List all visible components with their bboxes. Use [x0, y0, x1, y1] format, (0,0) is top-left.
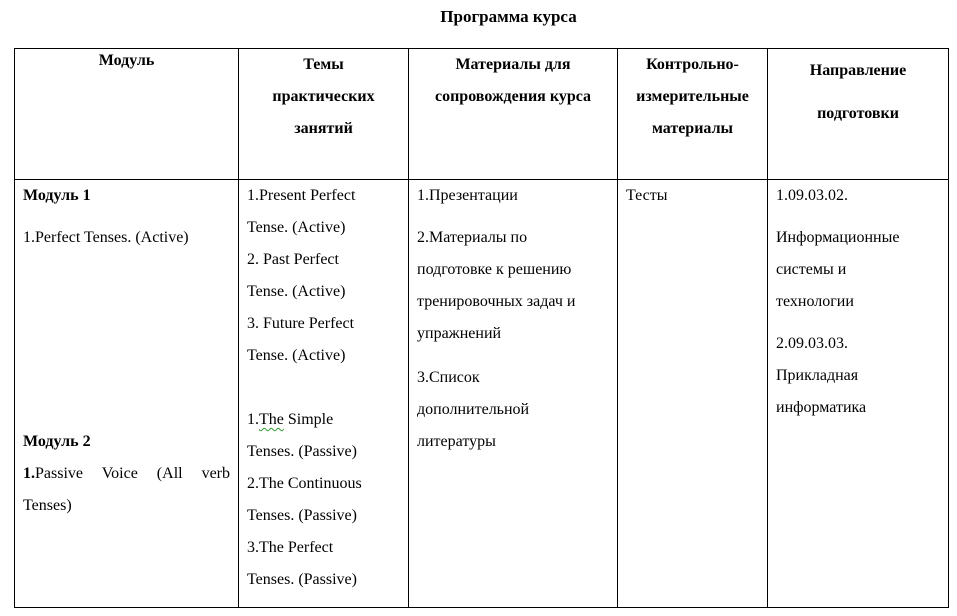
materials-line: литературы [417, 433, 496, 450]
header-module [15, 49, 239, 180]
header-direction [768, 49, 949, 180]
header-topics-line: Темы [303, 56, 344, 73]
cell-module [15, 180, 239, 608]
materials-line: 2.Материалы по [417, 229, 528, 246]
header-direction-line: Направление [809, 62, 907, 79]
cell-control [618, 180, 768, 608]
module2-item-line2: Tenses) [23, 497, 72, 514]
topic-line: Tenses. (Passive) [247, 443, 357, 460]
topic-line: Tenses. (Passive) [247, 507, 357, 524]
content-row [15, 180, 949, 608]
cell-direction [768, 180, 949, 608]
topic-line: 2. Past Perfect [247, 251, 339, 268]
materials-line: тренировочных задач и [417, 293, 576, 310]
topic-line: Tense. (Active) [247, 219, 346, 236]
header-control-line: измерительные [636, 88, 749, 105]
topic-line: 2.The Continuous [247, 475, 362, 492]
direction-line: информатика [776, 399, 867, 416]
topic-line [247, 404, 400, 436]
materials-item: 1.Презентации [417, 187, 518, 204]
materials-line: упражнений [417, 325, 502, 342]
topic-suffix: Simple [283, 411, 334, 428]
header-control [618, 49, 768, 180]
direction-line: Информационные [776, 229, 900, 246]
header-topics [239, 49, 409, 180]
header-materials-line: Материалы для [455, 56, 571, 73]
direction-line: системы и [776, 261, 847, 278]
header-row [15, 49, 949, 180]
topic-line: 3. Future Perfect [247, 315, 355, 332]
topic-line: Tenses. (Passive) [247, 571, 357, 588]
module1-item: 1.Perfect Tenses. (Active) [23, 229, 189, 246]
topic-underlined-word: The [259, 411, 284, 428]
module2-item-num: 1. [23, 465, 35, 482]
course-table [14, 48, 949, 608]
module1-label: Модуль 1 [23, 187, 91, 204]
header-direction-line: подготовки [817, 105, 899, 122]
direction-line: технологии [776, 293, 854, 310]
page-title: Программа курса [440, 7, 577, 26]
materials-line: 3.Список [417, 369, 480, 386]
module2-item-text: Passive Voice (All verb [35, 465, 230, 482]
cell-topics [239, 180, 409, 608]
module2-item-line1 [23, 458, 230, 490]
cell-materials [409, 180, 618, 608]
direction-code: 1.09.03.02. [776, 187, 848, 204]
header-module-label: Модуль [98, 52, 155, 69]
direction-code: 2.09.03.03. [776, 335, 848, 352]
topic-line: Tense. (Active) [247, 347, 346, 364]
module2-label: Модуль 2 [23, 433, 91, 450]
header-control-line: Контрольно- [646, 56, 739, 73]
header-materials-line: сопровождения курса [434, 88, 592, 105]
header-control-line: материалы [651, 120, 734, 137]
header-materials [409, 49, 618, 180]
topic-prefix: 1. [247, 411, 259, 428]
control-value: Тесты [626, 187, 668, 204]
materials-line: дополнительной [417, 401, 530, 418]
materials-line: подготовке к решению [417, 261, 572, 278]
topic-line: Tense. (Active) [247, 283, 346, 300]
topic-line: 1.Present Perfect [247, 187, 356, 204]
topic-line: 3.The Perfect [247, 539, 334, 556]
header-topics-line: практических [272, 88, 375, 105]
header-topics-line: занятий [294, 120, 353, 137]
direction-line: Прикладная [776, 367, 859, 384]
